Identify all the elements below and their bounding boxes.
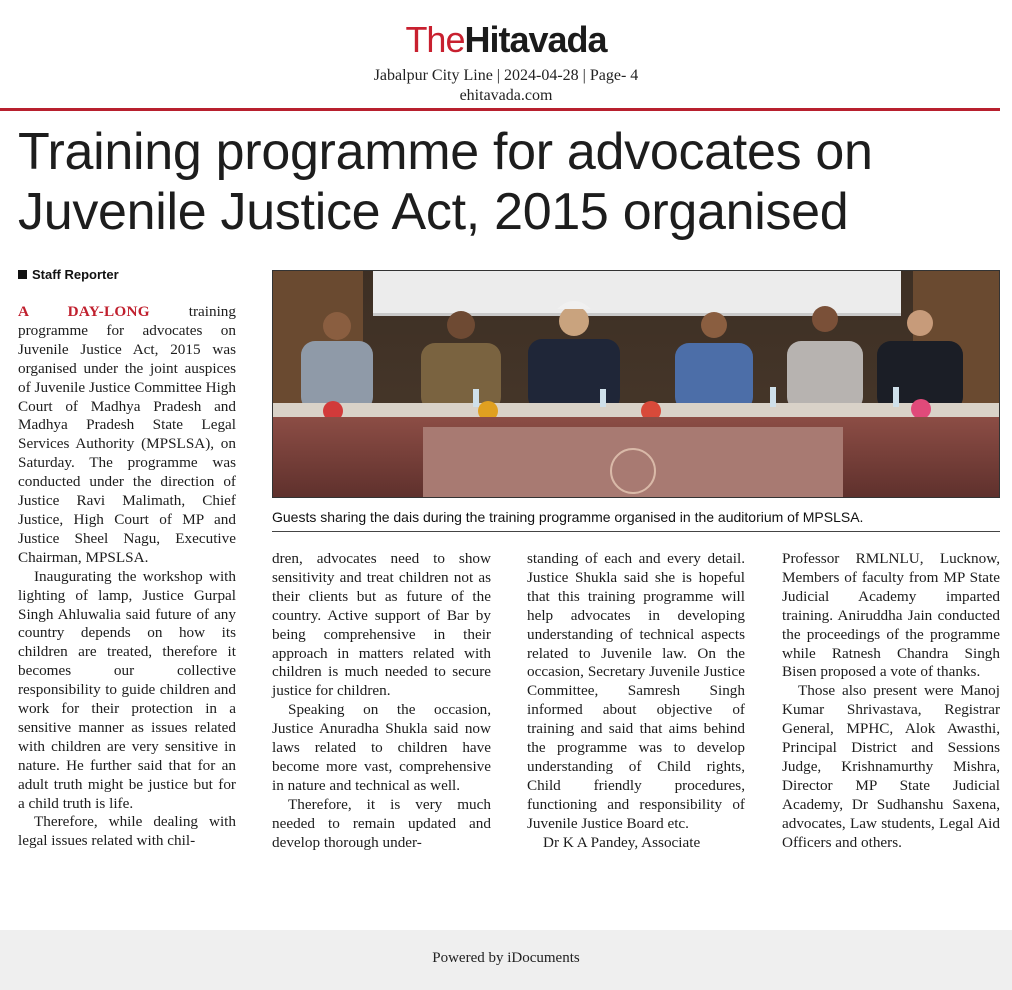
powered-by-link[interactable]: Powered by iDocuments [432,950,580,966]
paragraph: Therefore, while dealing with legal issues related with chil- [18,813,236,850]
paragraph: Therefore, it is very much needed to remain updated and develop thorough under- [272,795,491,851]
lead-in: A DAY-LONG [18,303,150,320]
site-link[interactable]: ehitavada.com [459,87,553,104]
byline-square-icon [18,270,27,279]
paragraph: standing of each and every detail. Justice Shukla said she is hopeful that this training programme will help advocates in developing understanding of technical aspects related to Juvenile law. On the occasion, Secretary Juvenile Justice Committee, Samresh Singh informed about objective of training and said that aims behind the programme was to develop understanding of Child rights, Child friendly procedures, functioning and responsibility of Juvenile Justice Board etc. [527,550,745,832]
logo-hitavada: Hitavada [464,19,607,60]
masthead-divider [0,108,1000,111]
paragraph: Professor RMLNLU, Lucknow, Members of faculty from MP State Judicial Academy imparted training. Aniruddha Jain conducted the proceedings of the programme while Ratnesh Chandra Singh Bisen proposed a vote of thanks. [782,550,1000,681]
article-photo[interactable] [272,270,1000,498]
photo-illustration [273,271,1000,498]
paragraph: dren, advocates need to show sensitivity and treat children not as their clients but as future of the country. Active support of Bar by being comprehensive in their approach in matters related with children is much needed to secure justice for children. [272,550,491,700]
newspaper-logo[interactable] [0,20,1012,60]
logo-the: The [405,19,465,60]
masthead [0,0,1012,112]
paragraph [18,303,236,568]
paragraph: Speaking on the occasion, Justice Anuradha Shukla said now laws related to children have become more vast, comprehensive in nature and technical as well. [272,701,491,794]
edition-line: Jabalpur City Line | 2024-04-28 | Page- 4 [373,67,639,84]
paragraph: Those also present were Manoj Kumar Shrivastava, Registrar General, MPHC, Alok Awasthi, Principal District and Sessions Judge, Krishnamurthy Mishra, Director MP State Judicial Academy, Dr Sudhanshu Saxena, advocates, Law students, Legal Aid Officers and others. [782,682,1000,851]
headline-line-2: Juvenile Justice Act, 2015 organised [18,183,849,241]
footer-bar [0,930,1012,990]
byline [18,266,119,284]
article-column-4 [782,550,1000,853]
article-headline [18,122,1003,242]
paragraph: Inaugurating the workshop with lighting of lamp, Justice Gurpal Singh Ahluwalia said future of any country depends on how its children are treated, therefore it becomes our collective responsibility to guide children and work for their protection in a sensitive manner as issues related with children are very sensitive in nature. He further said that for an adult truth might be justice but for a child truth is life. [18,567,236,812]
paragraph-text: training programme for advocates on Juvenile Justice Act, 2015 was organised under the joint auspices of Juvenile Justice Committee High Court of Madhya Pradesh and Madhya Pradesh State Legal Services Authority (MPSLSA), on Saturday. The programme was conducted under the direction of Justice Ravi Malimath, Chief Justice, High Court of MP and Justice Sheel Nagu, Executive Chairman, MPSLSA. [18,303,236,566]
article-column-3 [527,550,745,853]
photo-caption: Guests sharing the dais during the training programme organised in the auditorium of MPSLSA. [272,509,864,525]
byline-text: Staff Reporter [32,267,119,282]
article-column-1 [18,303,236,851]
caption-divider [272,531,1000,532]
article-column-2 [272,550,491,853]
paragraph: Dr K A Pandey, Associate [543,833,701,851]
headline-line-1: Training programme for advocates on [18,123,873,181]
